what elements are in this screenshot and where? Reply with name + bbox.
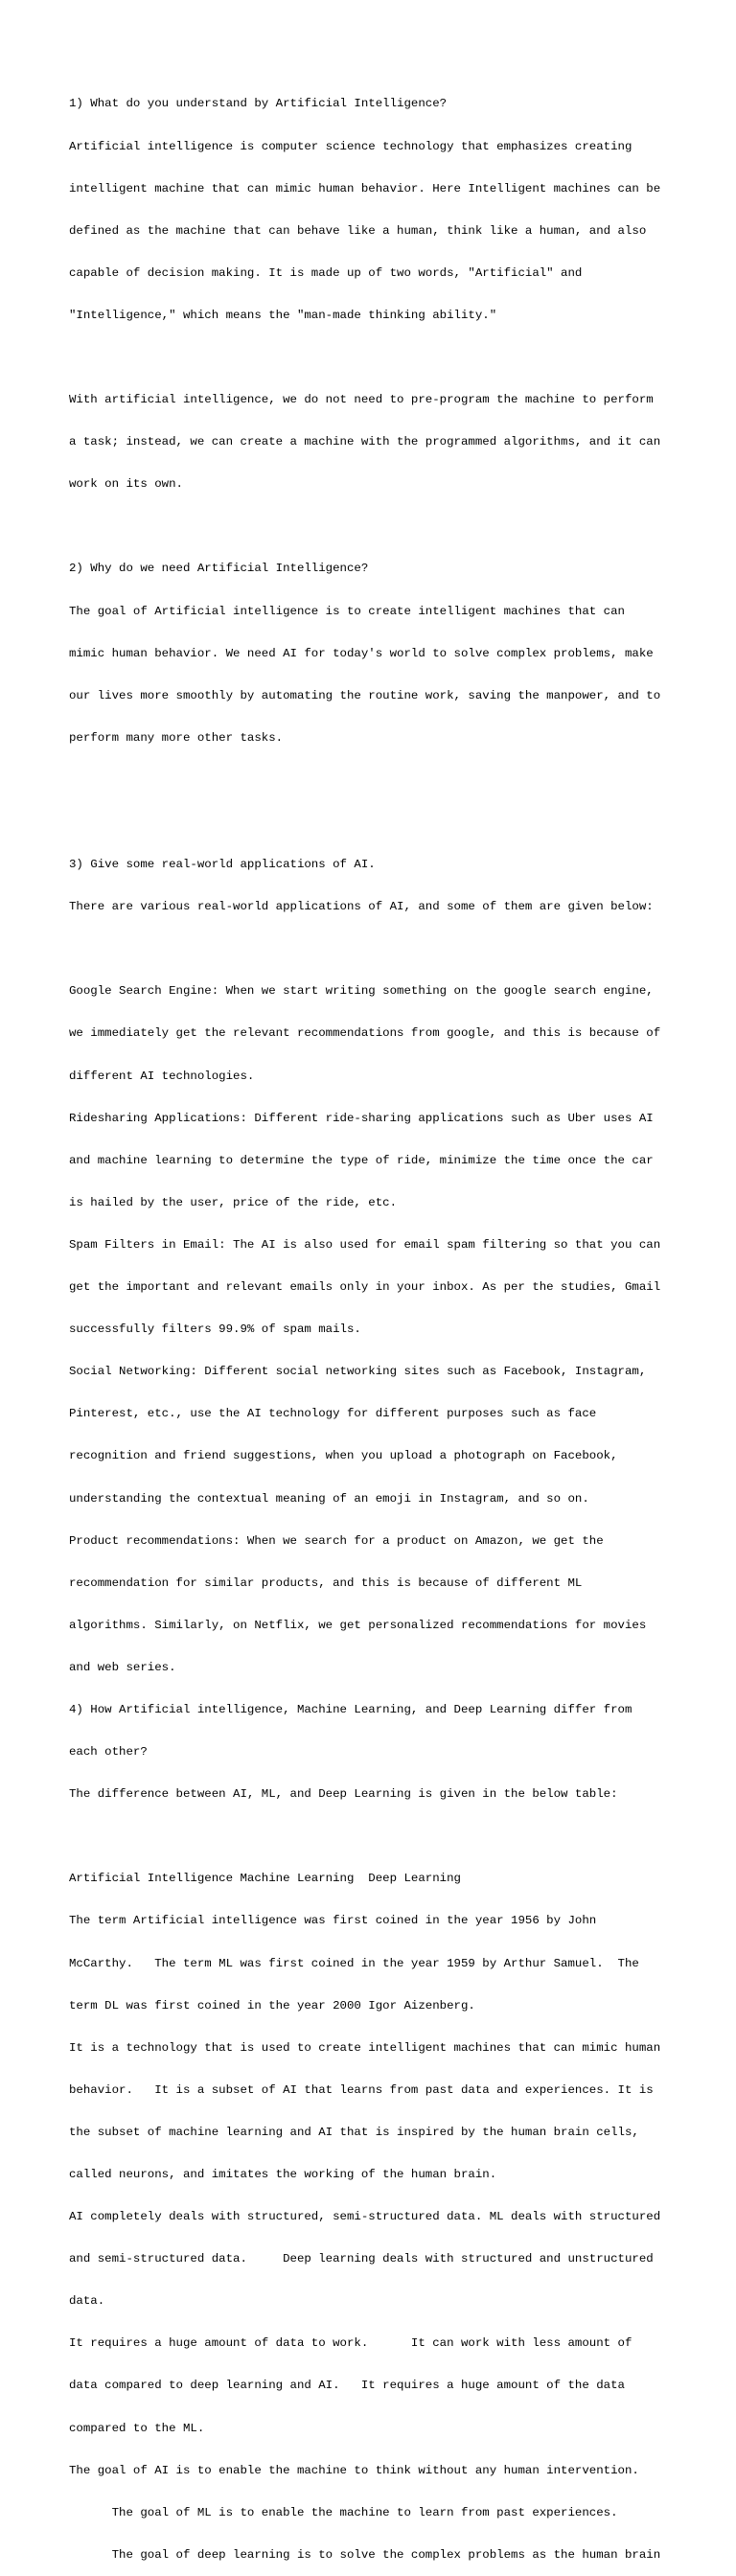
text-line: recognition and friend suggestions, when you upload a photograph on Facebook, (69, 1449, 618, 1463)
text-line: and web series. (69, 1660, 176, 1674)
text-line: perform many more other tasks. (69, 730, 284, 745)
text-line: It requires a huge amount of data to work. It can work with less amount of (69, 2336, 632, 2351)
text-line: The goal of AI is to enable the machine to think without any human intervention. (69, 2463, 639, 2477)
text-line: "Intelligence," which means the "man-made thinking ability." (69, 308, 497, 322)
text-line: 4) How Artificial intelligence, Machine Learning, and Deep Learning differ from (69, 1702, 632, 1716)
text-line: The goal of ML is to enable the machine to learn from past experiences. (69, 2505, 618, 2519)
text-line: The difference between AI, ML, and Deep Learning is given in the below table: (69, 1787, 618, 1802)
text-line: capable of decision making. It is made up of two words, "Artificial" and (69, 265, 583, 280)
text-line (69, 816, 682, 830)
text-line: algorithms. Similarly, on Netflix, we get personalized recommendations for movies (69, 1618, 647, 1632)
text-line: Google Search Engine: When we start writing something on the google search engine, (69, 984, 654, 999)
text-line (69, 1829, 682, 1844)
text-line: compared to the ML. (69, 2421, 205, 2435)
text-line: intelligent machine that can mimic human behavior. Here Intelligent machines can be (69, 181, 661, 196)
text-line: defined as the machine that can behave like a human, think like a human, and also (69, 223, 647, 238)
text-line: mimic human behavior. We need AI for today's world to solve complex problems, make (69, 646, 654, 660)
text-line: understanding the contextual meaning of an emoji in Instagram, and so on. (69, 1491, 589, 1506)
text-line (69, 351, 682, 365)
text-line: term DL was first coined in the year 2000 Igor Aizenberg. (69, 1998, 475, 2012)
text-line: AI completely deals with structured, semi-structured data. ML deals with structured (69, 2210, 661, 2224)
text-line: 1) What do you understand by Artificial Intelligence? (69, 97, 448, 111)
text-line: and semi-structured data. Deep learning deals with structured and unstructured (69, 2252, 654, 2266)
text-line: behavior. It is a subset of AI that learns from past data and experiences. It is (69, 2082, 654, 2097)
text-line: is hailed by the user, price of the ride, etc. (69, 1195, 398, 1209)
text-line: data. (69, 2294, 105, 2309)
text-line: different AI technologies. (69, 1069, 255, 1083)
text-line: the subset of machine learning and AI that is inspired by the human brain cells, (69, 2125, 639, 2139)
document-body (69, 69, 682, 2576)
text-line: The term Artificial intelligence was first coined in the year 1956 by John (69, 1914, 597, 1928)
text-line: With artificial intelligence, we do not need to pre-program the machine to perform (69, 393, 654, 407)
text-line: Artificial intelligence is computer science technology that emphasizes creating (69, 139, 632, 153)
text-line: Pinterest, etc., use the AI technology for different purposes such as face (69, 1407, 597, 1421)
text-line: a task; instead, we can create a machine with the programmed algorithms, and it can (69, 435, 661, 449)
text-line: There are various real-world applications of AI, and some of them are given below: (69, 900, 654, 914)
text-line: McCarthy. The term ML was first coined in the year 1959 by Arthur Samuel. The (69, 1956, 639, 1970)
text-line: work on its own. (69, 477, 183, 492)
text-line: called neurons, and imitates the working of the human brain. (69, 2168, 497, 2181)
text-line: our lives more smoothly by automating the routine work, saving the manpower, and to (69, 688, 661, 702)
text-line: recommendation for similar products, and this is because of different ML (69, 1576, 583, 1590)
text-line: Spam Filters in Email: The AI is also used for email spam filtering so that you can (69, 1237, 661, 1252)
text-line (69, 773, 682, 788)
text-line: we immediately get the relevant recommendations from google, and this is because of (69, 1026, 661, 1041)
text-line: 3) Give some real-world applications of AI. (69, 858, 376, 872)
text-line (69, 519, 682, 534)
text-line: and machine learning to determine the type of ride, minimize the time once the car (69, 1153, 654, 1167)
text-line: Ridesharing Applications: Different ride-sharing applications such as Uber uses AI (69, 1111, 654, 1125)
text-line: Product recommendations: When we search for a product on Amazon, we get the (69, 1533, 604, 1548)
text-line (69, 942, 682, 956)
text-line: Artificial Intelligence Machine Learning Deep Learning (69, 1872, 461, 1886)
text-line: The goal of deep learning is to solve the complex problems as the human brain (69, 2547, 661, 2562)
text-line: each other? (69, 1745, 148, 1760)
text-line: It is a technology that is used to create intelligent machines that can mimic human (69, 2040, 661, 2055)
text-line: get the important and relevant emails only in your inbox. As per the studies, Gmail (69, 1280, 661, 1295)
text-line: 2) Why do we need Artificial Intelligence? (69, 562, 369, 576)
text-line: successfully filters 99.9% of spam mails. (69, 1322, 361, 1337)
text-line: The goal of Artificial intelligence is to create intelligent machines that can (69, 604, 625, 618)
text-line: Social Networking: Different social networking sites such as Facebook, Instagram, (69, 1365, 647, 1379)
text-line: data compared to deep learning and AI. It requires a huge amount of the data (69, 2379, 625, 2393)
